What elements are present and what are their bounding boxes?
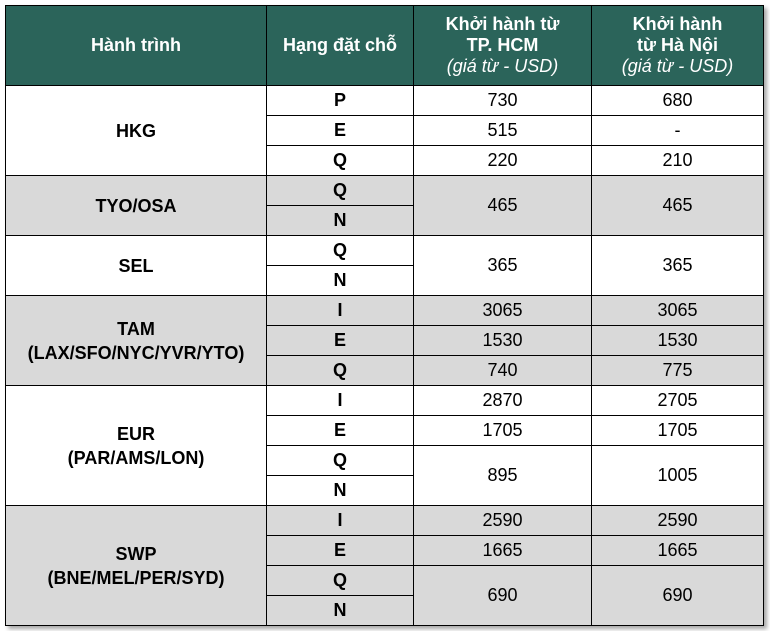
class-cell: N [267, 476, 414, 506]
price-hanoi: 2705 [592, 386, 764, 416]
class-cell: P [267, 86, 414, 116]
class-cell: E [267, 116, 414, 146]
class-cell: I [267, 506, 414, 536]
price-hcm: 465 [414, 176, 592, 236]
route-cell: TYO/OSA [6, 176, 267, 236]
header-row [6, 6, 764, 86]
table-row [6, 506, 764, 536]
price-hanoi: - [592, 116, 764, 146]
price-hanoi: 2590 [592, 506, 764, 536]
route-cell: EUR (PAR/AMS/LON) [6, 386, 267, 506]
class-cell: N [267, 206, 414, 236]
class-cell: E [267, 326, 414, 356]
header-hanoi: Khởi hành từ Hà Nội (giá từ - USD) [592, 6, 764, 86]
price-hcm: 740 [414, 356, 592, 386]
table-row [6, 236, 764, 266]
class-cell: N [267, 596, 414, 626]
class-cell: N [267, 266, 414, 296]
table-row [6, 386, 764, 416]
price-hanoi: 465 [592, 176, 764, 236]
class-cell: Q [267, 146, 414, 176]
route-cell: SEL [6, 236, 267, 296]
class-cell: I [267, 296, 414, 326]
price-hcm: 690 [414, 566, 592, 626]
price-hcm: 895 [414, 446, 592, 506]
class-cell: Q [267, 356, 414, 386]
price-hcm: 515 [414, 116, 592, 146]
price-hanoi: 1005 [592, 446, 764, 506]
class-cell: E [267, 536, 414, 566]
price-hcm: 3065 [414, 296, 592, 326]
class-cell: Q [267, 446, 414, 476]
price-hcm: 220 [414, 146, 592, 176]
route-cell: SWP (BNE/MEL/PER/SYD) [6, 506, 267, 626]
price-hcm: 365 [414, 236, 592, 296]
price-hcm: 1530 [414, 326, 592, 356]
price-hanoi: 1705 [592, 416, 764, 446]
price-hcm: 1665 [414, 536, 592, 566]
class-cell: I [267, 386, 414, 416]
price-hcm: 1705 [414, 416, 592, 446]
class-cell: Q [267, 236, 414, 266]
price-hanoi: 1665 [592, 536, 764, 566]
price-hcm: 2590 [414, 506, 592, 536]
header-route: Hành trình [6, 6, 267, 86]
table-row [6, 176, 764, 206]
price-hanoi: 775 [592, 356, 764, 386]
price-hcm: 2870 [414, 386, 592, 416]
header-hcm: Khởi hành từ TP. HCM (giá từ - USD) [414, 6, 592, 86]
route-cell: HKG [6, 86, 267, 176]
price-hanoi: 680 [592, 86, 764, 116]
table-row [6, 296, 764, 326]
class-cell: Q [267, 176, 414, 206]
price-hanoi: 365 [592, 236, 764, 296]
fare-table [5, 5, 764, 626]
price-hcm: 730 [414, 86, 592, 116]
class-cell: Q [267, 566, 414, 596]
price-hanoi: 3065 [592, 296, 764, 326]
price-hanoi: 690 [592, 566, 764, 626]
price-hanoi: 210 [592, 146, 764, 176]
header-class: Hạng đặt chỗ [267, 6, 414, 86]
price-hanoi: 1530 [592, 326, 764, 356]
class-cell: E [267, 416, 414, 446]
table-row [6, 86, 764, 116]
route-cell: TAM (LAX/SFO/NYC/YVR/YTO) [6, 296, 267, 386]
